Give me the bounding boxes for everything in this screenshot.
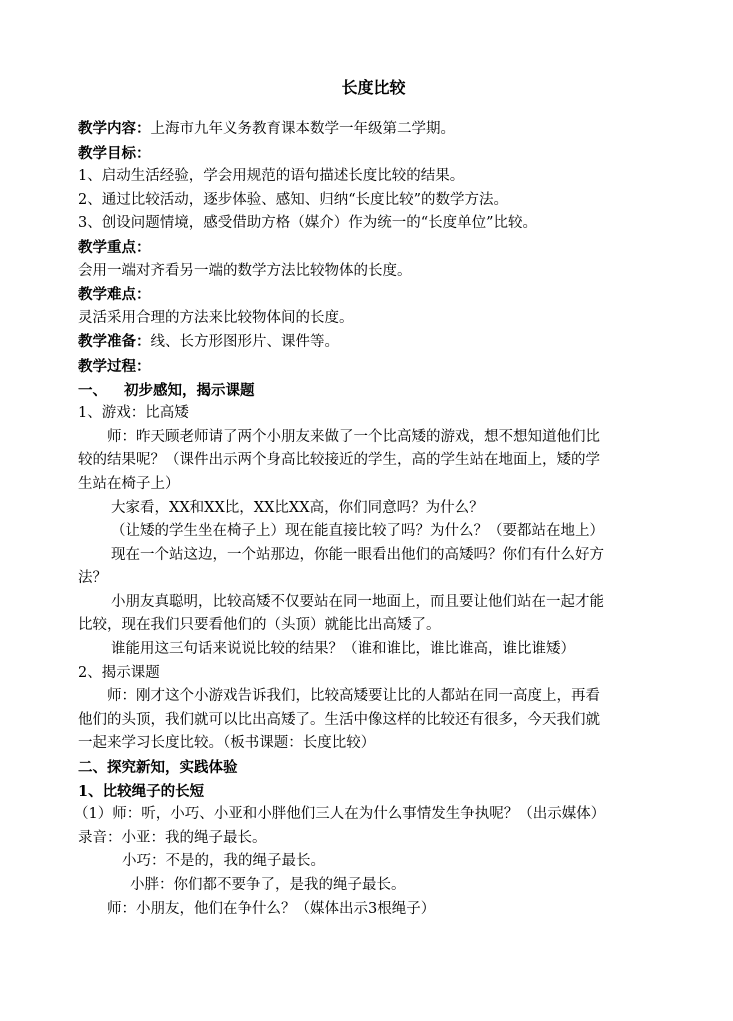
content-line [78,117,669,142]
goal-item-1: 1、启动生活经验，学会用规范的语句描述长度比较的结果。 [78,168,465,185]
paragraph-line: 他们的头顶，我们就可以比出高矮了。生活中像这样的比较还有很多，今天我们就 [78,711,600,728]
paragraph-line: 一起来学习长度比较。（板书课题：长度比较） [78,735,376,752]
paragraph-line: 大家看，XX和XX比，XX比XX高，你们同意吗？为什么？ [111,499,484,516]
content-label: 教学内容： [78,120,151,137]
paragraph-line: 谁能用这三句话来说说比较的结果？（谁和谁比，谁比谁高，谁比谁矮） [111,641,575,658]
goal-item-2: 2、通过比较活动，逐步体验、感知、归纳“长度比较”的数学方法。 [78,191,509,208]
goal-item-3: 3、创设问题情境，感受借助方格（媒介）作为统一的“长度单位”比较。 [78,215,538,232]
recording-line: 录音：小亚：我的绳子最长。 [78,829,267,846]
reveal-heading: 2、揭示课题 [78,664,160,681]
preparation-label: 教学准备： [78,333,151,351]
paragraph-line: （让矮的学生坐在椅子上）现在能直接比较了吗？为什么？（要都站在地上） [111,523,604,540]
recording-line: 小巧：不是的，我的绳子最长。 [122,853,325,870]
section1-title: 初步感知，揭示课题 [124,381,255,399]
paragraph-line: 师：昨天顾老师请了两个小朋友来做了一个比高矮的游戏，想不想知道他们比 [107,428,600,445]
difficulties-label: 教学难点： [78,286,151,304]
section1-heading [78,379,669,403]
section1-number: 一、 [78,381,107,399]
key-points-text: 会用一端对齐看另一端的数学方法比较物体的长度。 [78,262,412,279]
paragraph-line: 小朋友真聪明，比较高矮不仅要站在同一地面上，而且要让他们站在一起才能 [111,593,604,610]
paragraph-line: 生站在椅子上） [78,475,180,492]
difficulties-text: 灵活采用合理的方法来比较物体间的长度。 [78,309,354,326]
section2-subheading: 1、比较绳子的长短 [78,782,205,800]
preparation-text: 线、长方形图形片、课件等。 [150,334,339,351]
preparation-line [78,330,669,355]
process-label: 教学过程： [78,357,151,375]
paragraph-line: 比较，现在我们只要看他们的（头顶）就能比出高矮了。 [78,617,441,634]
paragraph-line: 现在一个站这边，一个站那边，你能一眼看出他们的高矮吗？你们有什么好方 [111,546,604,563]
paragraph-line: 较的结果呢？（课件出示两个身高比较接近的学生，高的学生站在地面上，矮的学 [78,452,600,469]
page-title: 长度比较 [341,78,406,97]
key-points-label: 教学重点： [78,238,151,256]
game-heading: 1、游戏：比高矮 [78,405,189,422]
paragraph-line: 法？ [78,570,107,587]
paragraph-line: 师：刚才这个小游戏告诉我们，比较高矮要让比的人都站在同一高度上，再看 [107,688,600,705]
recording-line: 小胖：你们都不要争了，是我的绳子最长。 [130,877,406,893]
paragraph-line: （1）师：听，小巧、小亚和小胖他们三人在为什么事情发生争执呢？（出示媒体） [74,806,606,823]
goals-label: 教学目标： [78,144,151,162]
section2-heading: 二、探究新知，实践体验 [78,759,238,777]
paragraph-line: 师：小朋友，他们在争什么？（媒体出示3根绳子） [107,900,436,917]
content-text: 上海市九年义务教育课本数学一年级第二学期。 [150,121,455,137]
